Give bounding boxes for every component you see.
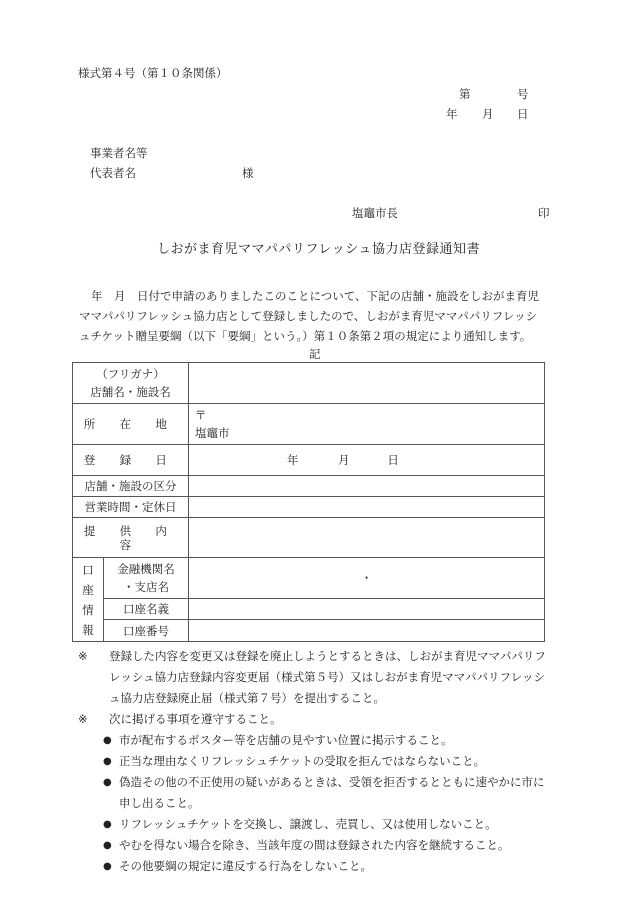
- note-mark: ※: [78, 649, 88, 663]
- account-group-char: 口: [82, 562, 94, 577]
- table-row-bank: [73, 558, 545, 599]
- account-holder-value[interactable]: [189, 599, 545, 620]
- reg-day: 日: [387, 453, 399, 467]
- reg-month: 月: [338, 453, 350, 467]
- account-group-char: 座: [82, 582, 94, 597]
- date-day: 日: [517, 107, 529, 121]
- body-paragraph: [79, 286, 549, 346]
- offer-value[interactable]: [189, 518, 545, 558]
- table-row-account-number: [73, 620, 545, 642]
- reg-date-label: 登 録 日: [73, 445, 189, 476]
- bank-label-cell: [104, 558, 189, 599]
- hours-value[interactable]: [189, 497, 545, 518]
- table-row-offer: [73, 518, 545, 558]
- bank-separator: ・: [360, 571, 373, 585]
- ki-label: 記: [309, 347, 321, 361]
- issuer-seal: 印: [538, 206, 550, 220]
- account-holder-label: 口座名義: [104, 599, 189, 620]
- store-name-label: 店舗名・施設名: [90, 385, 171, 399]
- list-item-text: リフレッシュチケットを交換し、譲渡し、売買し、又は使用しないこと。: [119, 817, 497, 831]
- note-mark: ※: [78, 712, 88, 726]
- table-row-location: [73, 404, 545, 445]
- list-item-text: その他要綱の規定に違反する行為をしないこと。: [119, 859, 372, 873]
- table-row-category: [73, 476, 545, 497]
- date-month: 月: [482, 107, 494, 121]
- honorific: 様: [242, 166, 254, 180]
- city-name: 塩竈市: [195, 426, 230, 440]
- offer-label: 提 供 内 容: [73, 518, 189, 558]
- list-item-text: 偽造その他の不正使用の疑いがあるときは、受領を拒否するとともに速やかに市に: [119, 775, 545, 789]
- body-line-1: 年 月 日付で申請のありましたこのことについて、下記の店舗・施設をしおがま育児: [91, 289, 540, 303]
- bullet-icon: ●: [103, 756, 112, 767]
- location-value[interactable]: [189, 404, 545, 445]
- store-name-value[interactable]: [189, 363, 545, 404]
- note-line: 登録した内容を変更又は登録を廃止しようとするときは、しおがま育児ママパパリフ: [109, 649, 546, 663]
- table-row-account-holder: [73, 599, 545, 620]
- account-group-char: 報: [82, 622, 94, 637]
- body-line-3: ュチケット贈呈要綱（以下「要綱」という。）第１０条第２項の規定により通知します。: [79, 329, 532, 343]
- doc-number-suffix: 号: [517, 87, 529, 101]
- note-line: レッシュ協力店登録内容変更届（様式第５号）又はしおがま育児ママパパリフレッシ: [109, 670, 545, 684]
- bullet-icon: ●: [103, 735, 112, 746]
- account-number-label: 口座番号: [104, 620, 189, 642]
- bullet-icon: ●: [103, 861, 112, 872]
- category-label: 店舗・施設の区分: [73, 476, 189, 497]
- furigana-label: （フリガナ）: [96, 367, 165, 381]
- list-item: [103, 730, 558, 751]
- note-line: 次に掲げる事項を遵守すること。: [109, 712, 282, 726]
- list-item: [103, 856, 558, 877]
- table-row-hours: [73, 497, 545, 518]
- bullet-icon: ●: [103, 819, 112, 830]
- note-item: [78, 646, 558, 709]
- list-item: [103, 835, 558, 856]
- account-number-value[interactable]: [189, 620, 545, 642]
- account-group-label: [73, 558, 104, 642]
- list-item: [103, 751, 558, 772]
- list-item: [103, 772, 558, 814]
- list-item-text: 正当な理由なくリフレッシュチケットの受取を拒んではならないこと。: [119, 754, 486, 768]
- business-name-label: 事業者名等: [90, 146, 148, 160]
- issuer-name: 塩竈市長: [352, 206, 398, 220]
- notes-section: [78, 646, 558, 877]
- document-title: しおがま育児ママパパリフレッシュ協力店登録通知書: [157, 242, 480, 257]
- form-number: 様式第４号（第１０条関係）: [78, 66, 228, 80]
- bank-value[interactable]: [189, 558, 545, 599]
- store-name-label-cell: [73, 363, 189, 404]
- postal-mark: 〒: [195, 408, 207, 422]
- reg-year: 年: [287, 453, 299, 467]
- category-value[interactable]: [189, 476, 545, 497]
- bank-name-label: 金融機関名: [117, 562, 175, 576]
- location-label: 所 在 地: [73, 404, 189, 445]
- doc-number-prefix: 第: [459, 87, 471, 101]
- reg-date-value[interactable]: [189, 445, 545, 476]
- branch-name-label: ・支店名: [123, 580, 169, 594]
- rules-list: [103, 730, 558, 877]
- list-item: [103, 814, 558, 835]
- note-item: [78, 709, 558, 730]
- list-item-text: やむを得ない場合を除き、当該年度の間は登録された内容を継続すること。: [119, 838, 510, 852]
- note-line: ュ協力店登録廃止届（様式第７号）を提出すること。: [109, 691, 385, 705]
- list-item-text: 申し出ること。: [119, 796, 200, 810]
- date-year: 年: [446, 107, 458, 121]
- bullet-icon: ●: [103, 840, 112, 851]
- bullet-icon: ●: [103, 777, 112, 788]
- hours-label: 営業時間・定休日: [73, 497, 189, 518]
- table-row-reg-date: [73, 445, 545, 476]
- table-row-store-name: [73, 363, 545, 404]
- account-group-char: 情: [82, 602, 94, 617]
- body-line-2: ママパパリフレッシュ協力店として登録しましたので、しおがま育児ママパパリフレッシ: [79, 309, 538, 323]
- list-item-text: 市が配布するポスター等を店舗の見やすい位置に掲示すること。: [119, 733, 453, 747]
- registration-table: [72, 362, 545, 642]
- representative-label: 代表者名: [90, 166, 136, 180]
